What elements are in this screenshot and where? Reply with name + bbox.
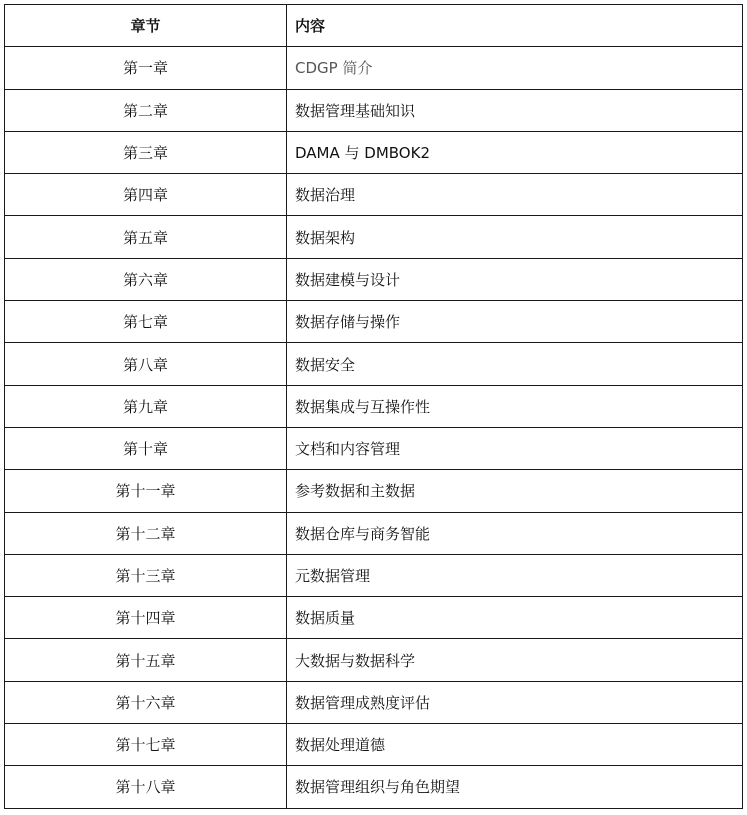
chapter-cell: 第十八章 <box>5 766 287 808</box>
content-cell: 参考数据和主数据 <box>287 470 743 512</box>
table-row <box>5 597 743 639</box>
content-cell: 数据管理组织与角色期望 <box>287 766 743 808</box>
chapter-cell: 第一章 <box>5 47 287 89</box>
chapter-cell: 第四章 <box>5 174 287 216</box>
table-row <box>5 512 743 554</box>
content-cell: 数据安全 <box>287 343 743 385</box>
chapter-table <box>4 4 743 809</box>
content-cell: 大数据与数据科学 <box>287 639 743 681</box>
content-cell: 数据仓库与商务智能 <box>287 512 743 554</box>
content-cell: 数据存储与操作 <box>287 301 743 343</box>
chapter-cell: 第十四章 <box>5 597 287 639</box>
table-row <box>5 301 743 343</box>
content-cell: 数据管理基础知识 <box>287 89 743 131</box>
content-cell: DAMA 与 DMBOK2 <box>287 131 743 173</box>
table-row <box>5 724 743 766</box>
table-row <box>5 216 743 258</box>
table-row <box>5 427 743 469</box>
content-cell: CDGP 简介 <box>287 47 743 89</box>
table-row <box>5 681 743 723</box>
chapter-cell: 第五章 <box>5 216 287 258</box>
content-cell: 数据架构 <box>287 216 743 258</box>
table-row <box>5 554 743 596</box>
chapter-cell: 第三章 <box>5 131 287 173</box>
chapter-cell: 第十章 <box>5 427 287 469</box>
chapter-cell: 第七章 <box>5 301 287 343</box>
table-row <box>5 766 743 808</box>
chapter-cell: 第十五章 <box>5 639 287 681</box>
chapter-cell: 第十六章 <box>5 681 287 723</box>
content-cell: 元数据管理 <box>287 554 743 596</box>
chapter-cell: 第六章 <box>5 258 287 300</box>
chapter-cell: 第二章 <box>5 89 287 131</box>
table-row <box>5 174 743 216</box>
table-row <box>5 639 743 681</box>
chapter-cell: 第九章 <box>5 385 287 427</box>
table-row <box>5 131 743 173</box>
content-cell: 数据质量 <box>287 597 743 639</box>
table-row <box>5 343 743 385</box>
table-row <box>5 47 743 89</box>
table-row <box>5 470 743 512</box>
chapter-cell: 第十二章 <box>5 512 287 554</box>
content-cell: 数据管理成熟度评估 <box>287 681 743 723</box>
content-cell: 文档和内容管理 <box>287 427 743 469</box>
chapter-cell: 第十三章 <box>5 554 287 596</box>
chapter-cell: 第十七章 <box>5 724 287 766</box>
table-row <box>5 89 743 131</box>
content-cell: 数据集成与互操作性 <box>287 385 743 427</box>
content-cell: 数据治理 <box>287 174 743 216</box>
table-row <box>5 258 743 300</box>
header-chapter: 章节 <box>5 5 287 47</box>
chapter-cell: 第八章 <box>5 343 287 385</box>
content-cell: 数据处理道德 <box>287 724 743 766</box>
content-cell: 数据建模与设计 <box>287 258 743 300</box>
table-row <box>5 385 743 427</box>
chapter-cell: 第十一章 <box>5 470 287 512</box>
table-header-row <box>5 5 743 47</box>
header-content: 内容 <box>287 5 743 47</box>
